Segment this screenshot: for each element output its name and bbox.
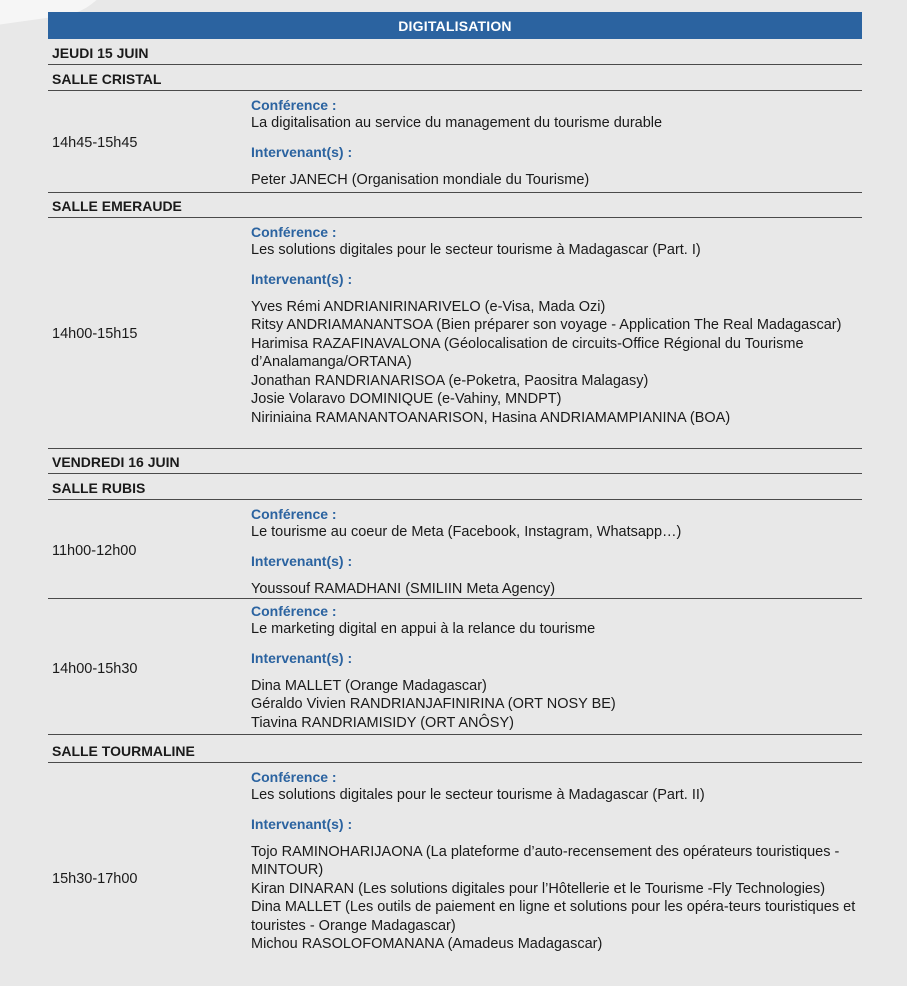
conference-label: Conférence :: [251, 97, 337, 113]
speakers-label: Intervenant(s) :: [251, 143, 353, 160]
conference-label: Conférence :: [251, 224, 337, 240]
session-time: 14h45-15h45: [52, 135, 138, 151]
day-header: JEUDI 15 JUIN: [48, 40, 862, 65]
conference-label: Conférence :: [251, 506, 337, 522]
session-details: [251, 768, 862, 954]
session-time: 11h00-12h00: [52, 543, 137, 559]
speaker-name: Kiran DINARAN (Les solutions digitales pour l’Hôtellerie et le Tourisme -Fly Technologies): [251, 880, 826, 897]
speakers-list: [251, 843, 862, 954]
speakers-list: [251, 580, 862, 599]
speakers-list: [251, 677, 862, 733]
room-header: SALLE TOURMALINE: [48, 738, 862, 763]
room-header: SALLE CRISTAL: [48, 66, 862, 91]
section-title-bar: DIGITALISATION: [48, 12, 862, 39]
day-header: VENDREDI 16 JUIN: [48, 449, 862, 474]
session-details: [251, 602, 862, 732]
session-time: 14h00-15h15: [52, 326, 138, 342]
speaker-name: Tojo RAMINOHARIJAONA (La plateforme d’auto-recensement des opérateurs touristiques - MINTOUR): [251, 843, 840, 878]
conference-title: Les solutions digitales pour le secteur tourisme à Madagascar (Part. I): [251, 242, 701, 258]
speakers-label: Intervenant(s) :: [251, 815, 353, 832]
speaker-name: Michou RASOLOFOMANANA (Amadeus Madagascar): [251, 936, 603, 952]
speakers-label: Intervenant(s) :: [251, 552, 353, 569]
conference-title: Les solutions digitales pour le secteur tourisme à Madagascar (Part. II): [251, 787, 705, 803]
session-details: [251, 223, 862, 427]
conference-title: Le marketing digital en appui à la relance du tourisme: [251, 621, 596, 637]
speaker-name: Niriniaina RAMANANTOANARISON, Hasina ANDRIAMAMPIANINA (BOA): [251, 409, 731, 426]
speaker-name: Dina MALLET (Les outils de paiement en ligne et solutions pour les opéra-teurs touristiques et touristes - Orange Madagascar): [251, 899, 856, 934]
speaker-name: Yves Rémi ANDRIANIRINARIVELO (e-Visa, Mada Ozi): [251, 298, 606, 315]
speaker-name: Jonathan RANDRIANARISOA (e-Poketra, Paositra Malagasy): [251, 372, 649, 389]
conference-title: Le tourisme au coeur de Meta (Facebook, Instagram, Whatsapp…): [251, 524, 682, 540]
room-header: SALLE EMERAUDE: [48, 193, 862, 218]
session-time: 14h00-15h30: [52, 661, 138, 677]
room-header: SALLE RUBIS: [48, 475, 862, 500]
speaker-name: Tiavina RANDRIAMISIDY (ORT ANÔSY): [251, 714, 514, 731]
speaker-name: Josie Volaravo DOMINIQUE (e-Vahiny, MNDPT): [251, 391, 562, 407]
program-sheet: [48, 0, 862, 986]
session-details: [251, 96, 862, 189]
speakers-label: Intervenant(s) :: [251, 270, 353, 287]
speakers-label: Intervenant(s) :: [251, 649, 353, 666]
session-row: [48, 219, 862, 449]
session-row: [48, 599, 862, 735]
session-time: 15h30-17h00: [52, 871, 138, 887]
conference-title: La digitalisation au service du management du tourisme durable: [251, 115, 663, 131]
session-row: [48, 501, 862, 599]
session-row: [48, 764, 862, 982]
speakers-list: [251, 171, 862, 190]
speaker-name: Dina MALLET (Orange Madagascar): [251, 677, 487, 694]
speaker-name: Youssouf RAMADHANI (SMILIIN Meta Agency): [251, 580, 556, 597]
speaker-name: Harimisa RAZAFINAVALONA (Géolocalisation de circuits-Office Régional du Tourisme d’Analamanga/ORTANA): [251, 335, 804, 370]
session-row: [48, 92, 862, 193]
conference-label: Conférence :: [251, 603, 337, 619]
speaker-name: Peter JANECH (Organisation mondiale du Tourisme): [251, 171, 590, 188]
speakers-list: [251, 298, 862, 428]
session-details: [251, 505, 862, 598]
speaker-name: Ritsy ANDRIAMANANTSOA (Bien préparer son voyage - Application The Real Madagascar): [251, 317, 842, 333]
speaker-name: Géraldo Vivien RANDRIANJAFINIRINA (ORT NOSY BE): [251, 696, 616, 712]
conference-label: Conférence :: [251, 769, 337, 785]
